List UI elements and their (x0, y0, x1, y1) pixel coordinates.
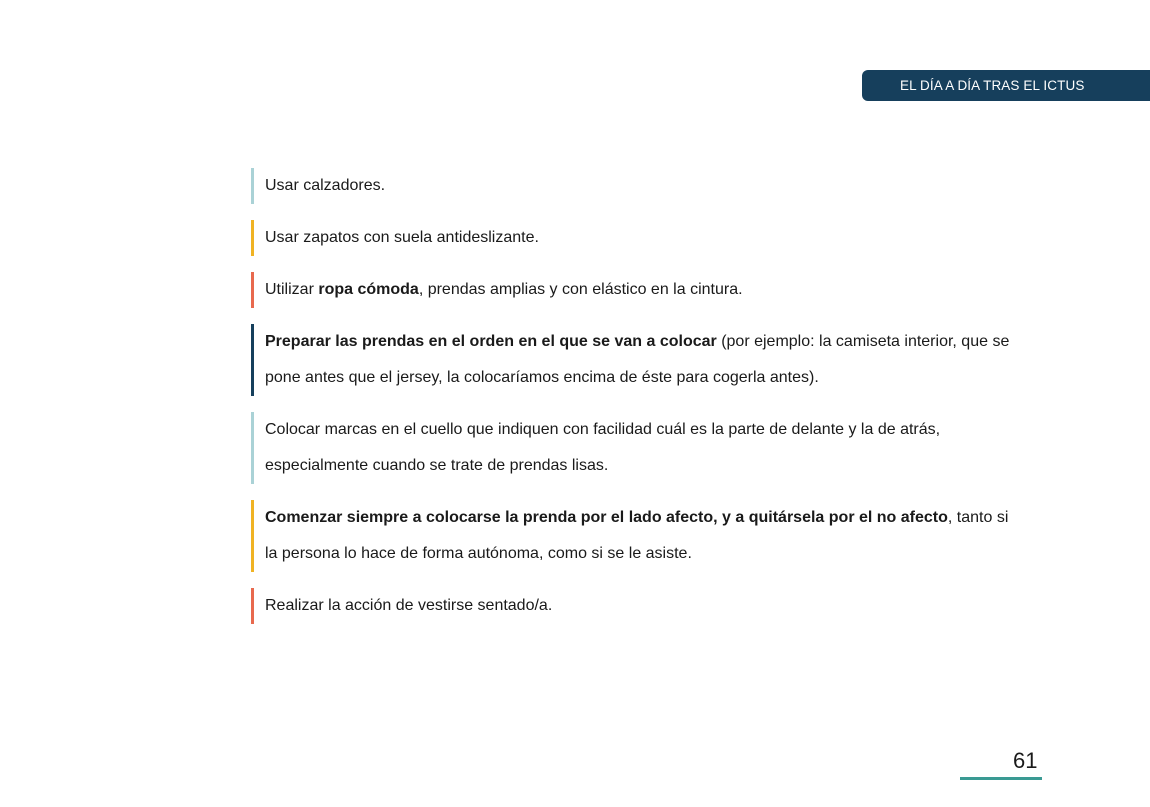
list-item (251, 500, 1021, 572)
list-item (251, 272, 1021, 308)
item-text-prefix: Utilizar (265, 281, 319, 298)
list-item (251, 168, 1021, 204)
recommendations-list (251, 168, 1021, 640)
page-number: 61 (1013, 748, 1038, 773)
item-text: Usar calzadores. (265, 177, 386, 194)
item-text-emphasis: Comenzar siempre a colocarse la prenda por el lado afecto, y a quitársela por el no afecto (265, 509, 948, 526)
item-text-suffix: (por ejemplo: la camiseta interior, que se pone antes que el jersey, la colocaríamos encima de éste para cogerla antes). (265, 333, 1010, 386)
item-text: Realizar la acción de vestirse sentado/a. (265, 597, 553, 614)
item-text-suffix: , tanto si la persona lo hace de forma autónoma, como si se le asiste. (265, 509, 1009, 562)
item-text: Colocar marcas en el cuello que indiquen con facilidad cuál es la parte de delante y la de atrás, especialmente cuando se trate de prendas lisas. (265, 421, 941, 474)
list-item (251, 220, 1021, 256)
item-text: Usar zapatos con suela antideslizante. (265, 229, 539, 246)
list-item (251, 412, 1021, 484)
list-item (251, 324, 1021, 396)
section-header-tab (862, 70, 1150, 101)
page-number-underline (960, 777, 1042, 780)
item-text-emphasis: Preparar las prendas en el orden en el que se van a colocar (265, 333, 717, 350)
item-text-emphasis: ropa cómoda (318, 281, 419, 298)
list-item (251, 588, 1021, 624)
item-text-suffix: , prendas amplias y con elástico en la cintura. (418, 281, 743, 298)
section-title: EL DÍA A DÍA TRAS EL ICTUS (900, 78, 1085, 93)
